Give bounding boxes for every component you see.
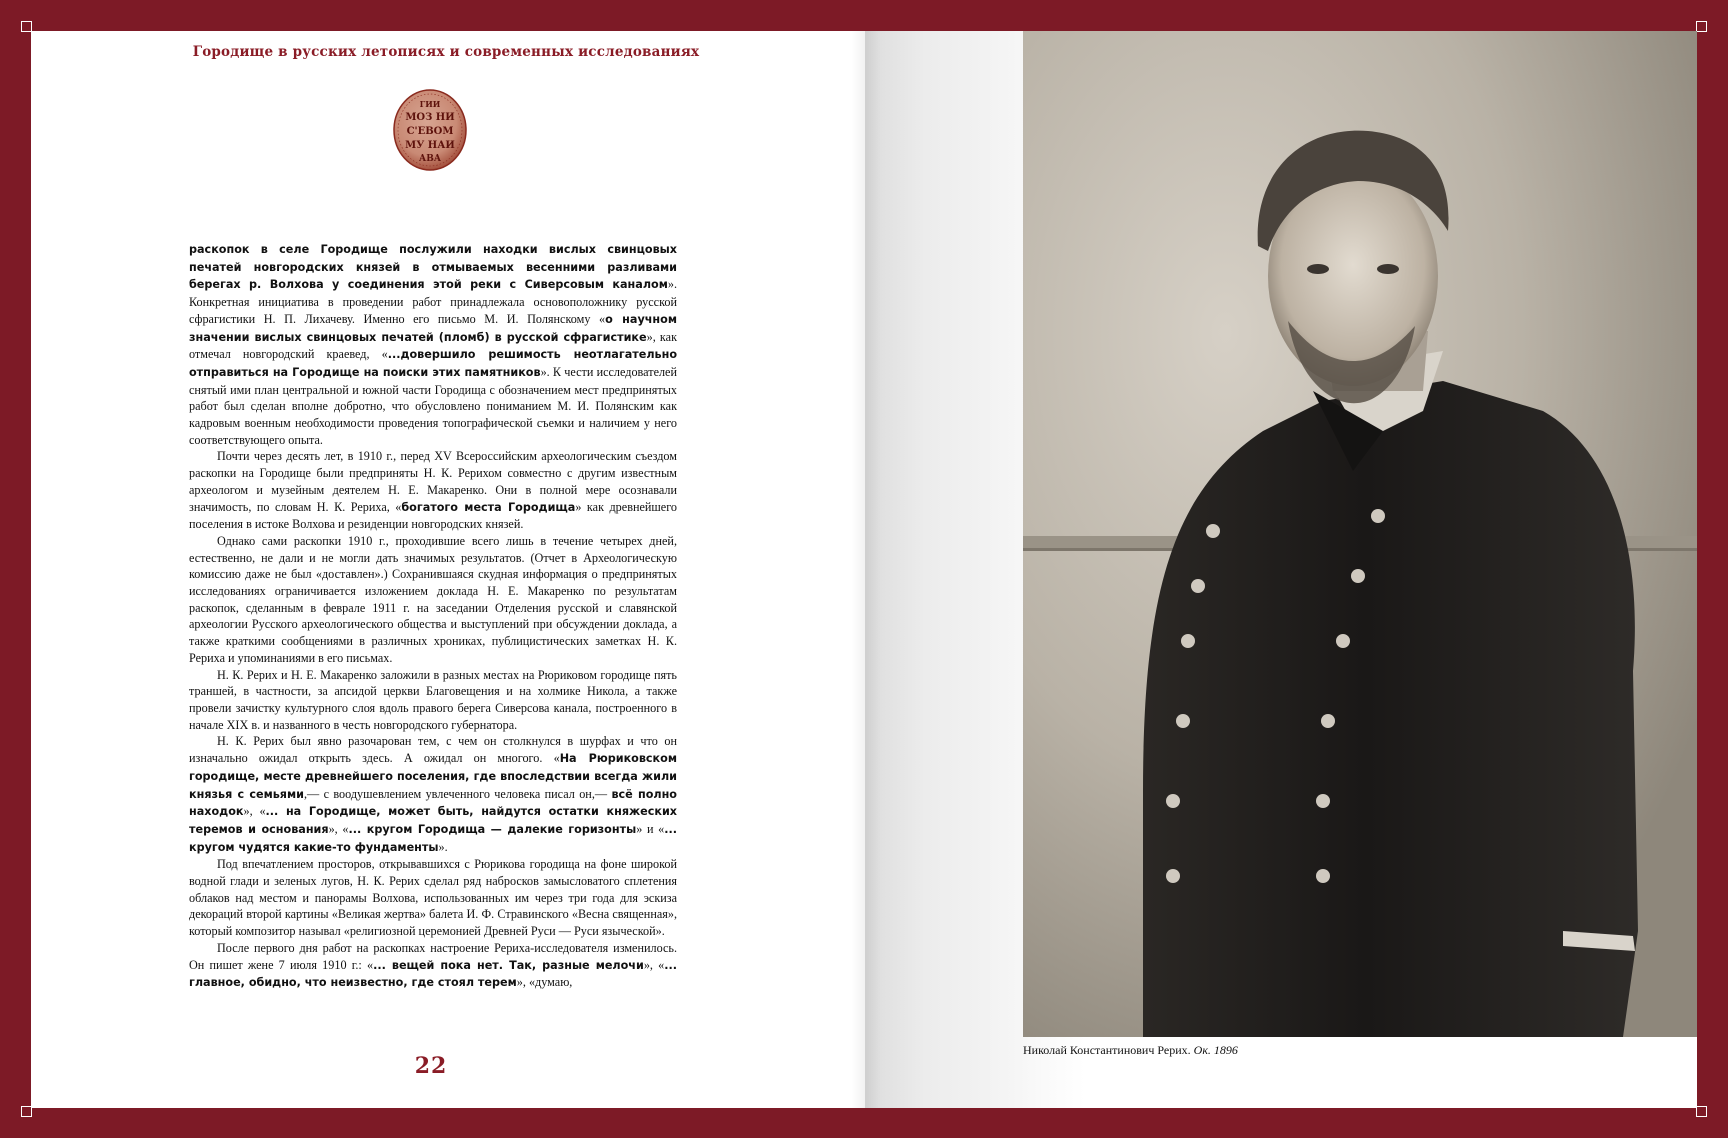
text-run: », как отмечал новгородский краевед, «: [189, 329, 677, 362]
body-paragraph: [189, 733, 677, 856]
text-run: ». К чести исследователей снятый ими план центральной и южной части Городища с обозначением мест предпринятых работ был сделан вполне добротно, что обусловлено пониманием М. И. Полянским как кадровым военным необходимости проведения топографической съемки и наличием у него соответствующего опыта.: [189, 364, 677, 447]
text-run: Под впечатлением просторов, открывавшихся с Рюрикова городища на фоне широкой водной глади и зеленых лугов, Н. К. Рерих сделал ряд набросков замысловатого сплетения облаков над местом и панорамы Волхова, использованных им через три года для эскиза декораций второй картины «Великая жертва» балета И. Ф. Стравинского «Весна священная», который композитор называл «религиозной церемонией Древней Руси — Руси языческой».: [189, 857, 677, 939]
portrait-photo: [1023, 31, 1697, 1037]
text-run: », «: [328, 821, 349, 836]
seal-line-2: МОЗ НИ: [405, 112, 455, 123]
quote-run: раскопок в селе Городище послужили находки вислых свинцовых печатей новгородских князей в отмываемых весенними разливами берегах р. Волхова у соединения этой реки с Сиверсовым каналом: [189, 243, 677, 292]
text-run: » и «: [636, 821, 665, 836]
seal-line-3: С'ЕВОМ: [406, 126, 454, 137]
lead-seal-icon: [391, 87, 469, 173]
text-run: ,— с воодушевлением увлеченного человека писал он,—: [303, 786, 612, 801]
seal-line-4: МУ НАИ: [405, 140, 455, 151]
body-paragraph: [189, 667, 677, 734]
text-run: ».: [438, 839, 448, 854]
text-run: После первого дня работ на раскопках настроение Рериха-исследователя изменилось. Он пишет жене 7 июля 1910 г.: «: [189, 940, 677, 972]
text-run: Однако сами раскопки 1910 г., проходившие всего лишь в течение четырех дней, естественно, не дали и не могли дать значимых результатов. (Отчет в Археологическую комиссию даже не был «доставлен».) Сохранившаяся скудная информация о предпринятых исследованиях ограничивается изложением доклада Н. Е. Макаренко по результатам раскопок, сделанным в феврале 1911 г. на заседании Отделения русской и славянской археологии Русского археологического общества и выступлений при обсуждении доклада, а также краткими сообщениями в различных хрониках, публицистических заметках Н. К. Рериха и упоминаниями в его письмах.: [189, 533, 677, 665]
corner-mark-tr: [1696, 21, 1707, 32]
quote-run: ... вещей пока нет. Так, разные мелочи: [373, 958, 644, 972]
seal-line-1: ГИИ: [419, 99, 441, 109]
text-run: », «думаю,: [516, 975, 573, 990]
book-gutter: [851, 31, 881, 1108]
book-spread: [31, 31, 1697, 1108]
body-paragraph: [189, 448, 677, 533]
body-paragraph: [189, 533, 677, 667]
corner-mark-br: [1696, 1106, 1707, 1117]
text-run: Н. К. Рерих и Н. Е. Макаренко заложили в разных местах на Рюриковом городище пять траншей, в частности, за апсидой церкви Благовещения и на холмике Никола, а также провели зачистку культурного слоя вдоль правого берега Сиверсова канала, построенного в начале XIX в. и названного в честь новгородского губернатора.: [189, 667, 677, 732]
quote-run: ... кругом чудятся какие-то фундаменты: [189, 822, 678, 854]
running-title: Городище в русских летописях и современных исследованиях: [192, 44, 700, 60]
body-text: [189, 241, 677, 992]
text-run: », «: [243, 804, 266, 819]
page-number: 22: [414, 1053, 448, 1079]
quote-run: богатого места Городища: [401, 500, 576, 514]
quote-run: На Рюриковском городище, месте древнейшего поселения, где впоследствии всегда жили князья с семьями: [189, 752, 677, 801]
text-run: » как древнейшего поселения в истоке Волхова и резиденции новгородских князей.: [189, 499, 677, 532]
quote-run: о научном значении вислых свинцовых печатей (пломб) в русской сфрагистике: [189, 312, 677, 344]
caption-date: Ок. 1896: [1193, 1043, 1238, 1057]
quote-run: ... кругом Городища — далекие горизонты: [348, 822, 637, 836]
caption-name: Николай Константинович Рерих.: [1023, 1043, 1191, 1057]
left-page: [31, 31, 865, 1108]
text-run: Н. К. Рерих был явно разочарован тем, с чем он столкнулся в шурфах и что он изначально ожидал открыть здесь. А ожидал он многого. «: [189, 734, 677, 766]
body-paragraph: [189, 241, 677, 448]
quote-run: ... главное, обидно, что неизвестно, где стоял терем: [189, 958, 678, 990]
seal-line-5: АВА: [418, 154, 442, 164]
body-paragraph: [189, 940, 677, 992]
text-run: ». Конкретная инициатива в проведении работ принадлежала основоположнику русской сфрагистики Н. П. Лихачеву. Именно его письмо М. И. Полянскому «: [189, 277, 677, 326]
text-run: Почти через десять лет, в 1910 г., перед XV Всероссийским археологическим съездом раскопки на Городище были предприняты Н. К. Рерихом совместно с другим известным археологом и музейным деятелем Н. Е. Макаренко. Они в полной мере осознавали значимость, по словам Н. К. Рериха, «: [189, 449, 677, 514]
quote-run: всё полно находок: [189, 787, 677, 819]
body-paragraph: [189, 856, 677, 940]
photo-caption: [1023, 1043, 1238, 1058]
quote-run: ...довершило решимость неотлагательно отправиться на Городище на поиски этих памятников: [189, 348, 678, 379]
quote-run: ... на Городище, может быть, найдутся остатки княжеских теремов и основания: [189, 805, 678, 836]
text-run: », «: [643, 957, 665, 972]
